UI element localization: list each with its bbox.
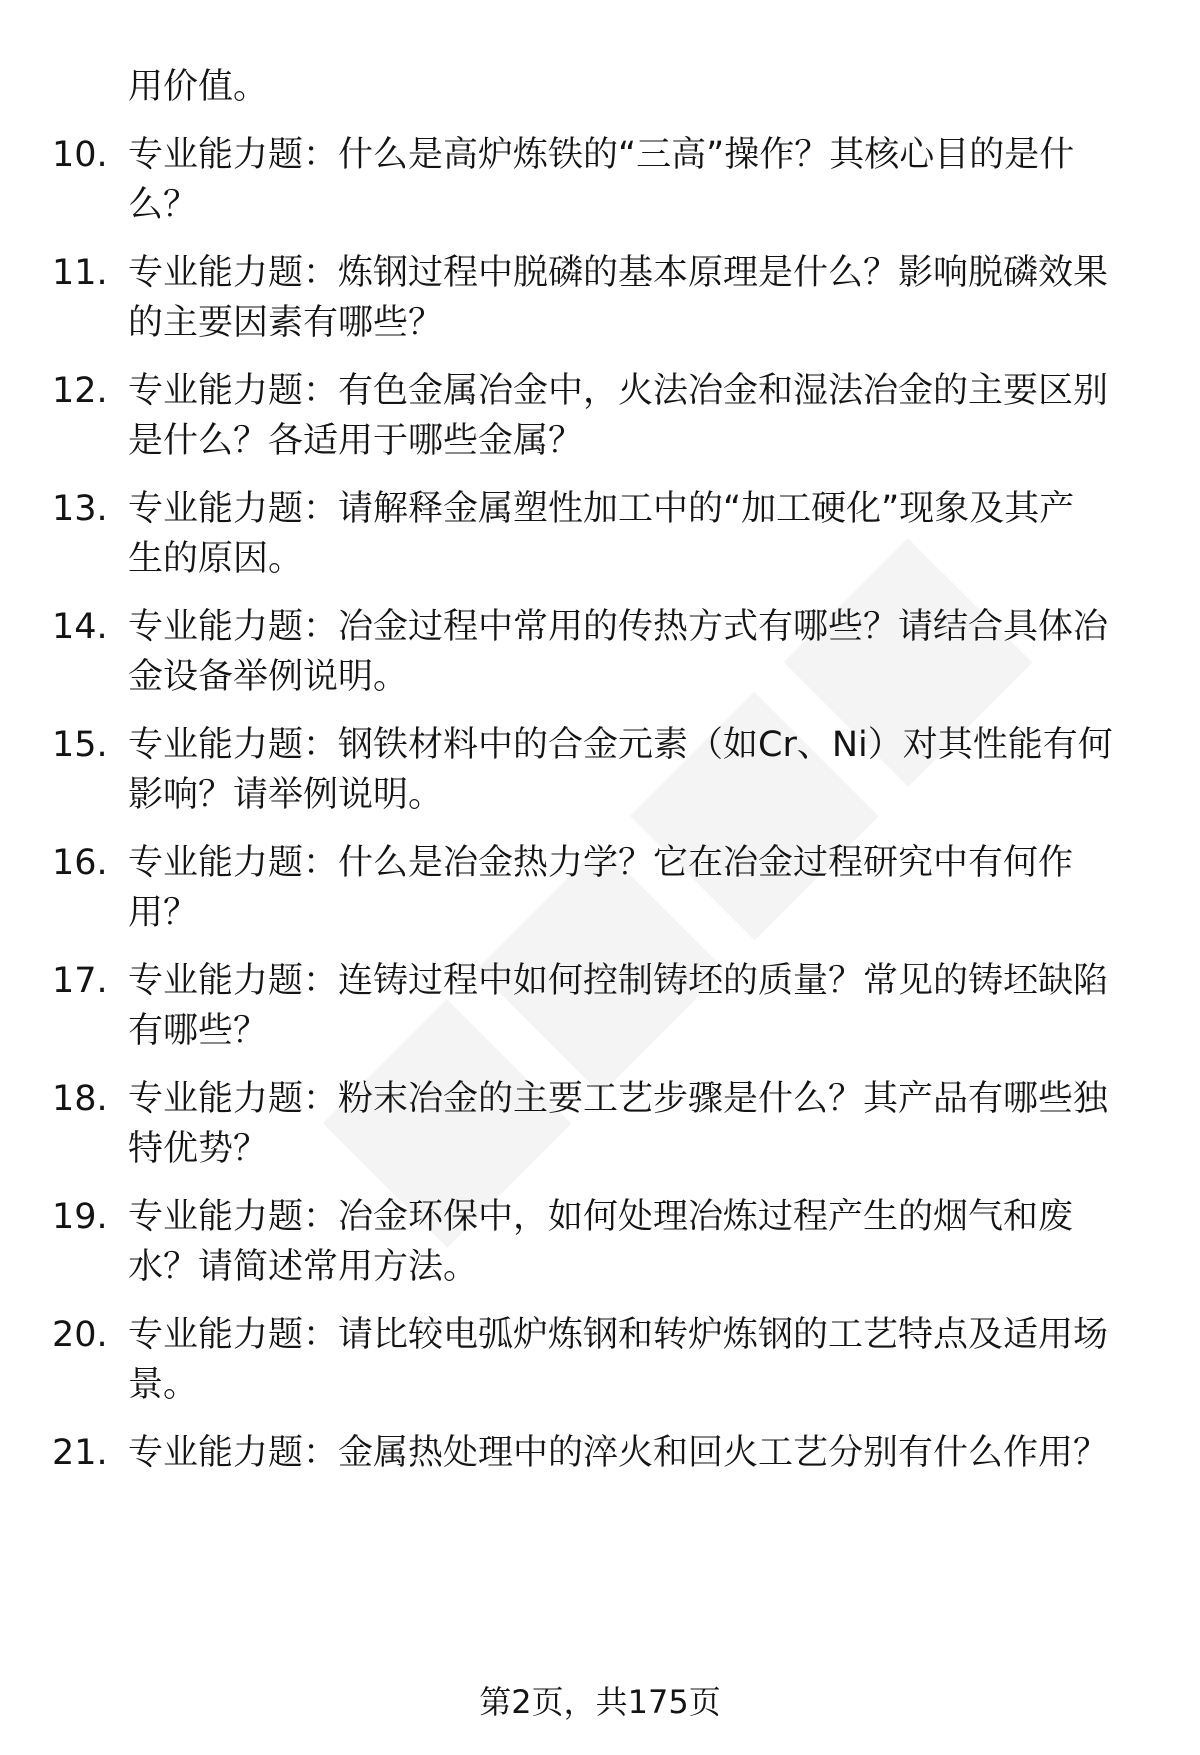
question-text-line: 专业能力题：什么是冶金热力学？它在冶金过程研究中有何作 (128, 843, 1074, 883)
question-text-line: 专业能力题：粉末冶金的主要工艺步骤是什么？其产品有哪些独 (128, 1079, 1109, 1119)
question-item (52, 130, 1152, 230)
question-number: 12. (52, 371, 108, 411)
question-text (128, 838, 1152, 938)
question-text (128, 366, 1152, 466)
question-text (128, 484, 1152, 584)
question-item (52, 484, 1152, 584)
question-number: 17. (52, 961, 108, 1001)
page-footer: 第2页，共175页 (479, 1683, 721, 1721)
question-text-line: 有哪些？ (128, 1011, 269, 1051)
question-text-line: 影响？请举例说明。 (128, 775, 444, 815)
question-text (128, 1428, 1152, 1478)
question-item (52, 366, 1152, 466)
question-text (128, 720, 1152, 820)
question-number: 16. (52, 843, 108, 883)
question-text-line: 金设备举例说明。 (128, 657, 409, 697)
question-text (128, 1310, 1152, 1410)
question-item (52, 1310, 1152, 1410)
question-text (128, 602, 1152, 702)
question-item (52, 602, 1152, 702)
question-text (128, 1074, 1152, 1174)
question-number: 20. (52, 1315, 108, 1355)
question-number: 21. (52, 1433, 108, 1473)
question-text-line: 生的原因。 (128, 539, 304, 579)
question-number: 13. (52, 489, 108, 529)
question-number: 11. (52, 253, 108, 293)
question-item (52, 956, 1152, 1056)
question-text (128, 956, 1152, 1056)
question-text-line: 专业能力题：连铸过程中如何控制铸坯的质量？常见的铸坯缺陷 (128, 961, 1109, 1001)
previous-question-continuation: 用价值。 (128, 67, 269, 107)
question-number: 19. (52, 1197, 108, 1237)
question-item (52, 1428, 1152, 1528)
question-text-line: 么？ (128, 185, 199, 225)
question-text-line: 专业能力题：有色金属冶金中，火法冶金和湿法冶金的主要区别 (128, 371, 1109, 411)
question-text-line: 专业能力题：请比较电弧炉炼钢和转炉炼钢的工艺特点及适用场 (128, 1315, 1109, 1355)
question-item (52, 248, 1152, 348)
question-text-line: 专业能力题：冶金环保中，如何处理冶炼过程产生的烟气和废 (128, 1197, 1074, 1237)
question-number: 18. (52, 1079, 108, 1119)
question-text-line: 专业能力题：金属热处理中的淬火和回火工艺分别有什么作用？ (128, 1433, 1109, 1473)
question-text-line: 景。 (128, 1365, 199, 1405)
question-text (128, 248, 1152, 348)
question-text-line: 特优势？ (128, 1129, 269, 1169)
question-text-line: 专业能力题：请解释金属塑性加工中的“加工硬化”现象及其产 (128, 489, 1075, 529)
question-number: 10. (52, 135, 108, 175)
question-item (52, 1192, 1152, 1292)
question-text (128, 130, 1152, 230)
question-text-line: 用？ (128, 893, 199, 933)
question-item (52, 838, 1152, 938)
question-text (128, 1192, 1152, 1292)
question-text-line: 专业能力题：冶金过程中常用的传热方式有哪些？请结合具体冶 (128, 607, 1109, 647)
question-text-line: 专业能力题：什么是高炉炼铁的“三高”操作？其核心目的是什 (128, 135, 1075, 175)
question-text-line: 水？请简述常用方法。 (128, 1247, 479, 1287)
question-text-line: 专业能力题：炼钢过程中脱磷的基本原理是什么？影响脱磷效果 (128, 253, 1109, 293)
question-text-line: 是什么？各适用于哪些金属？ (128, 421, 584, 461)
question-text-line: 专业能力题：钢铁材料中的合金元素（如Cr、Ni）对其性能有何 (128, 725, 1113, 765)
question-number: 14. (52, 607, 108, 647)
question-item (52, 1074, 1152, 1174)
question-item (52, 720, 1152, 820)
question-text-line: 的主要因素有哪些？ (128, 303, 444, 343)
question-number: 15. (52, 725, 108, 765)
